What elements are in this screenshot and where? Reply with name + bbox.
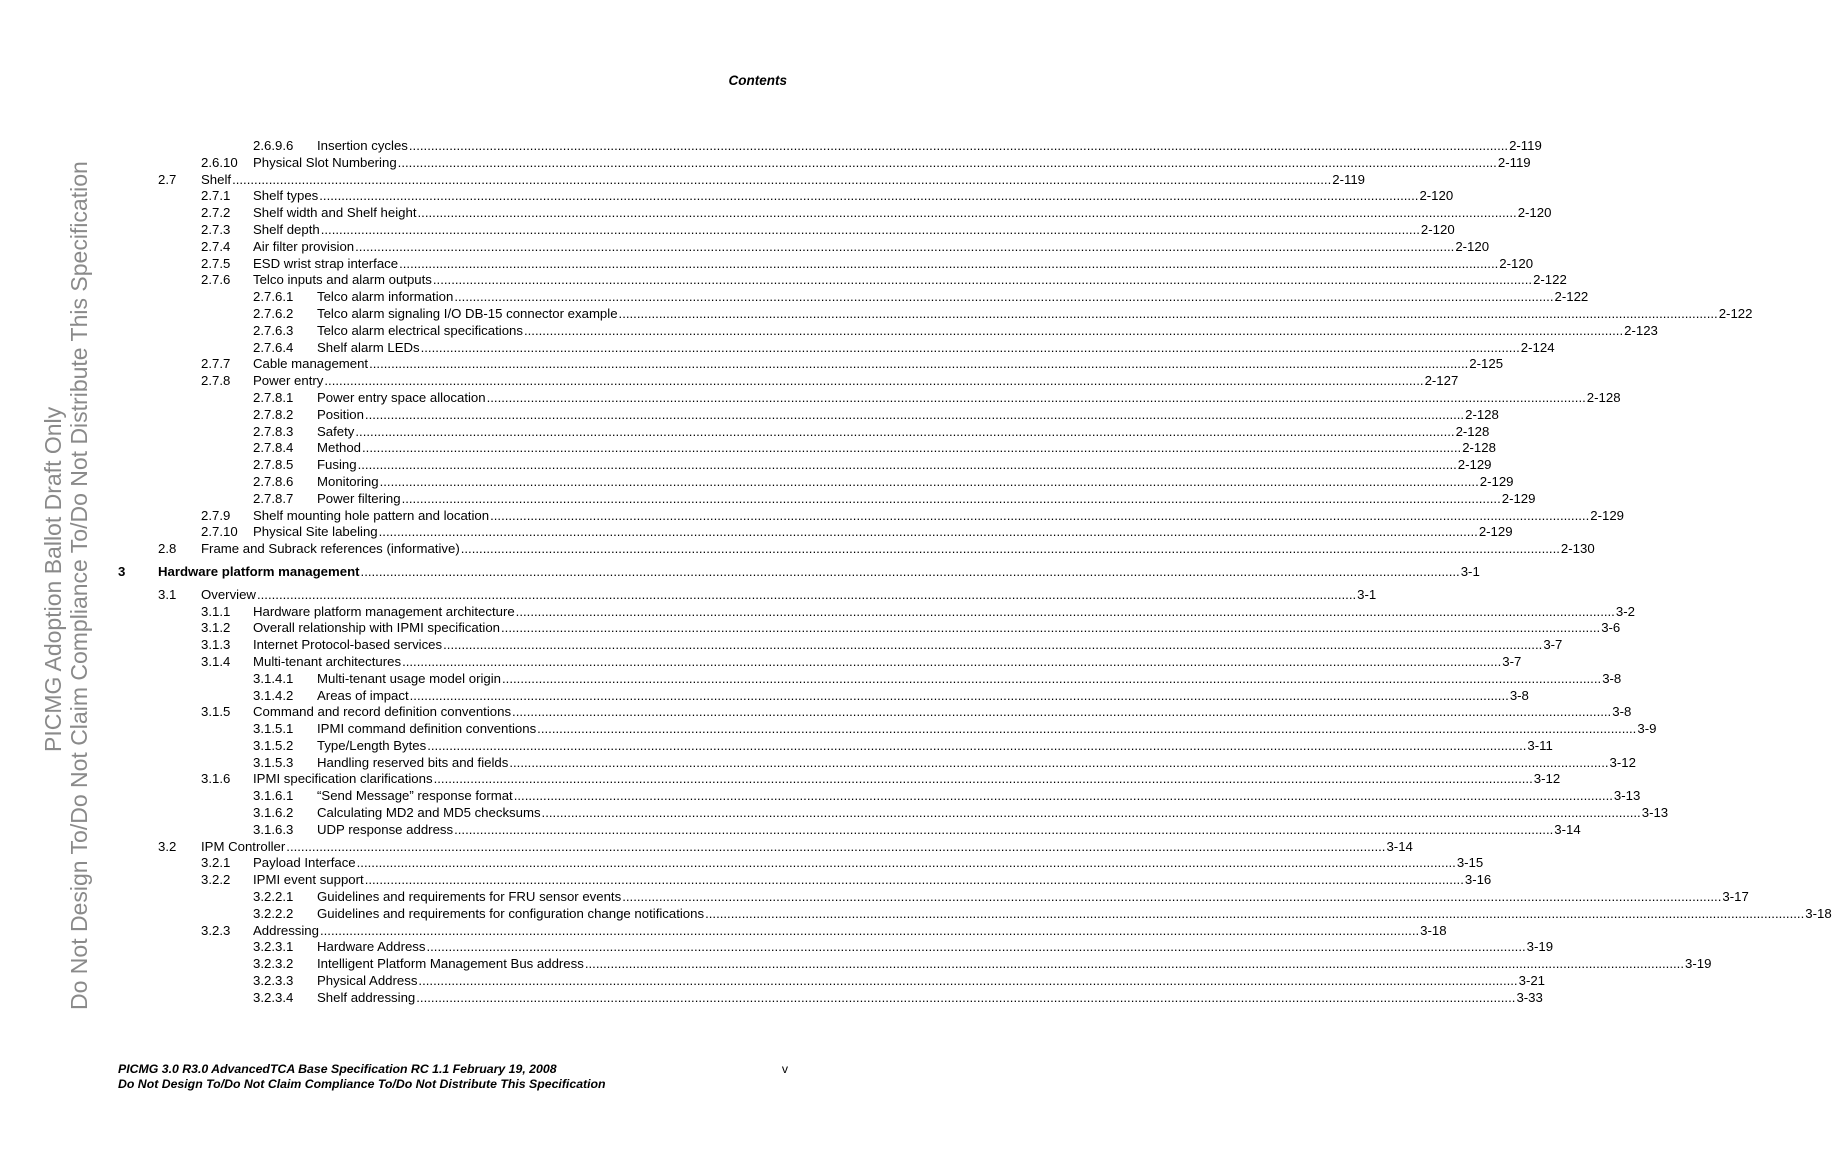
toc-leader-dots: ............................................................................................................................................................................................................................................................................................................ — [486, 389, 1586, 405]
toc-leader-dots: ............................................................................................................................................................................................................................................................................................................ — [427, 737, 1527, 753]
toc-page-number: 2-127 — [1424, 373, 1459, 389]
toc-title[interactable]: Physical Site labeling — [253, 524, 378, 540]
toc-leader-dots: ............................................................................................................................................................................................................................................................................................................ — [523, 322, 1624, 338]
toc-leader-dots: ............................................................................................................................................................................................................................................................................................................ — [319, 188, 1419, 204]
toc-number: 2.7.8.1 — [253, 389, 294, 405]
toc-row[interactable] — [0, 956, 1712, 973]
toc-title[interactable]: Areas of impact — [317, 687, 409, 703]
toc-title[interactable]: Telco inputs and alarm outputs — [253, 272, 432, 288]
toc-title[interactable]: Shelf depth — [253, 221, 320, 237]
toc-page-number: 2-119 — [1332, 171, 1365, 187]
toc-number: 3.1.1 — [201, 603, 231, 619]
toc-title[interactable]: Power entry — [253, 373, 324, 389]
toc-page-number: 2-128 — [1455, 423, 1490, 439]
toc-row[interactable] — [0, 939, 1554, 956]
toc-title[interactable]: Type/Length Bytes — [317, 737, 427, 753]
toc-number: 3.2.2 — [201, 872, 231, 888]
toc-title[interactable]: Multi-tenant architectures — [253, 653, 402, 669]
toc-page-number: 2-122 — [1533, 272, 1567, 288]
toc-number: 2.7.6 — [201, 272, 231, 288]
toc-number: 2.7.5 — [201, 255, 231, 271]
toc-title[interactable]: Shelf types — [253, 188, 319, 204]
toc-leader-dots: ............................................................................................................................................................................................................................................................................................................ — [402, 653, 1502, 669]
toc-title[interactable]: Telco alarm electrical specifications — [317, 322, 523, 338]
toc-number: 3.1.4 — [201, 653, 231, 669]
toc-page-number: 3-18 — [1805, 905, 1832, 921]
toc-page-number: 3-12 — [1609, 754, 1636, 770]
toc-leader-dots: ............................................................................................................................................................................................................................................................................................................ — [378, 524, 1478, 540]
toc-row[interactable] — [0, 989, 1543, 1007]
toc-leader-dots: ............................................................................................................................................................................................................................................................................................................ — [622, 889, 1722, 905]
toc-number: 3.1.2 — [201, 620, 231, 636]
toc-number: 2.7.6.3 — [253, 322, 294, 338]
toc-page-number: 3-18 — [1420, 922, 1447, 938]
toc-number: 3.1 — [158, 586, 177, 602]
toc-row[interactable] — [0, 670, 1622, 688]
watermark-line-2: Do Not Design To/Do Not Claim Compliance To/Do Not Distribute This Specification — [66, 161, 92, 1010]
toc-title[interactable]: IPMI event support — [253, 872, 364, 888]
toc-title[interactable]: Intelligent Platform Management Bus address — [317, 956, 584, 972]
toc-leader-dots: ............................................................................................................................................................................................................................................................................................................ — [454, 289, 1554, 305]
toc-page-number: 3-33 — [1516, 989, 1543, 1005]
toc-page-number: 2-125 — [1469, 356, 1504, 372]
toc-leader-dots: ............................................................................................................................................................................................................................................................................................................ — [399, 255, 1499, 271]
toc-row[interactable] — [0, 356, 1504, 373]
toc-row[interactable] — [0, 653, 1522, 671]
toc-number: 2.7.1 — [201, 188, 231, 204]
watermark-line-1: PICMG Adoption Ballot Draft Only — [40, 406, 66, 752]
toc-page-number: 2-128 — [1465, 406, 1499, 422]
toc-leader-dots: ............................................................................................................................................................................................................................................................................................................ — [501, 620, 1601, 636]
toc-page-number: 2-129 — [1479, 473, 1514, 489]
toc-leader-dots: ............................................................................................................................................................................................................................................................................................................ — [232, 171, 1332, 187]
toc-title[interactable]: Insertion cycles — [317, 138, 408, 153]
toc-row[interactable] — [0, 620, 1621, 637]
toc-page-number: 2-130 — [1560, 541, 1595, 557]
toc-title[interactable]: Telco alarm information — [317, 289, 454, 305]
toc-row[interactable] — [0, 322, 1658, 340]
toc-row[interactable] — [0, 440, 1496, 457]
toc-leader-dots: ............................................................................................................................................................................................................................................................................................................ — [362, 440, 1462, 456]
toc-leader-dots: ............................................................................................................................................................................................................................................................................................................ — [320, 221, 1420, 237]
toc-row[interactable] — [0, 473, 1514, 491]
toc-page-number: 2-128 — [1586, 389, 1621, 405]
toc-leader-dots: ............................................................................................................................................................................................................................................................................................................ — [537, 721, 1637, 737]
toc-row[interactable] — [0, 221, 1455, 239]
toc-row[interactable] — [0, 507, 1624, 525]
toc-title[interactable]: IPMI specification clarifications — [253, 771, 433, 787]
toc-title[interactable]: Power entry space allocation — [317, 389, 486, 405]
toc-row[interactable] — [0, 389, 1621, 407]
toc-leader-dots: ............................................................................................................................................................................................................................................................................................................ — [541, 805, 1641, 821]
toc-row[interactable] — [0, 737, 1553, 755]
toc-page-number: 2-119 — [1509, 138, 1542, 153]
toc-row[interactable] — [0, 771, 1561, 788]
toc-title[interactable]: ESD wrist strap interface — [253, 255, 399, 271]
toc-row[interactable] — [0, 704, 1632, 721]
toc-title[interactable]: Physical Slot Numbering — [253, 154, 397, 170]
toc-title[interactable]: Safety — [317, 423, 355, 439]
toc-number: 3.2.3.1 — [253, 939, 294, 955]
toc-title[interactable]: Telco alarm signaling I/O DB-15 connector example — [317, 305, 618, 321]
toc-title[interactable]: Method — [317, 440, 361, 456]
toc-leader-dots: ............................................................................................................................................................................................................................................................................................................ — [360, 563, 1460, 579]
toc-leader-dots: ............................................................................................................................................................................................................................................................................................................ — [379, 473, 1479, 489]
toc-number: 3.1.5 — [201, 704, 231, 720]
toc-row[interactable] — [0, 154, 1531, 172]
toc-number: 3.2.3.4 — [253, 989, 294, 1005]
toc-number: 3.2 — [158, 838, 177, 854]
toc-row[interactable] — [0, 872, 1492, 889]
toc-page-number: 3-19 — [1685, 956, 1712, 972]
toc-leader-dots: ............................................................................................................................................................................................................................................................................................................ — [409, 687, 1509, 703]
toc-page-number: 2-120 — [1420, 221, 1455, 237]
toc-page-number: 2-122 — [1554, 289, 1589, 305]
toc-title[interactable]: Shelf mounting hole pattern and location — [253, 507, 490, 523]
toc-row[interactable] — [0, 973, 1546, 990]
toc-title[interactable]: Air filter provision — [253, 238, 355, 254]
toc-title[interactable]: Multi-tenant usage model origin — [317, 670, 501, 686]
toc-page-number: 2-129 — [1478, 524, 1513, 540]
toc-title[interactable]: Shelf addressing — [317, 989, 416, 1005]
toc-leader-dots: ............................................................................................................................................................................................................................................................................................................ — [356, 855, 1456, 871]
toc-title[interactable]: Cable management — [253, 356, 369, 372]
toc-title[interactable]: Power filtering — [317, 490, 401, 506]
toc-row[interactable] — [0, 406, 1499, 424]
toc-number: 3.1.6.2 — [253, 805, 294, 821]
toc-page-number: 3-6 — [1601, 620, 1621, 636]
toc-row[interactable] — [0, 838, 1413, 856]
toc-page-number: 2-120 — [1455, 238, 1490, 254]
toc-page-number: 3-14 — [1386, 838, 1413, 854]
toc-row[interactable] — [0, 289, 1589, 306]
toc-leader-dots: ............................................................................................................................................................................................................................................................................................................ — [401, 490, 1501, 506]
toc-leader-dots: ............................................................................................................................................................................................................................................................................................................ — [417, 205, 1517, 221]
toc-row[interactable] — [0, 855, 1484, 872]
toc-leader-dots: ............................................................................................................................................................................................................................................................................................................ — [490, 507, 1590, 523]
toc-leader-dots: ............................................................................................................................................................................................................................................................................................................ — [357, 457, 1457, 473]
footer-line-2: Do Not Design To/Do Not Claim Compliance To/Do Not Distribute This Specification — [118, 1077, 606, 1091]
toc-row[interactable] — [0, 721, 1657, 738]
toc-row[interactable] — [0, 171, 1365, 189]
toc-number: 2.7.8.2 — [253, 406, 294, 422]
toc-page-number: 3-17 — [1722, 889, 1749, 905]
toc-leader-dots: ............................................................................................................................................................................................................................................................................................................ — [418, 973, 1518, 989]
toc-title[interactable]: Fusing — [317, 457, 357, 473]
toc-row[interactable] — [0, 889, 1749, 906]
toc-row[interactable] — [0, 754, 1636, 772]
toc-title[interactable]: Monitoring — [317, 473, 379, 489]
toc-row[interactable] — [0, 805, 1669, 822]
toc-number: 3.2.3.2 — [253, 956, 294, 972]
toc-title[interactable]: IPM Controller — [201, 838, 286, 854]
toc-page-number: 3-12 — [1533, 771, 1561, 787]
toc-row[interactable] — [0, 586, 1377, 604]
toc-number: 3.2.2.2 — [253, 905, 294, 921]
page-footer — [118, 1062, 788, 1092]
toc-row[interactable] — [0, 922, 1447, 940]
toc-number: 3.1.5.1 — [253, 721, 294, 737]
toc-leader-dots: ............................................................................................................................................................................................................................................................................................................ — [364, 872, 1464, 888]
toc-row[interactable] — [0, 637, 1563, 654]
toc-leader-dots: ............................................................................................................................................................................................................................................................................................................ — [432, 272, 1533, 288]
toc-title[interactable]: Shelf alarm LEDs — [317, 339, 420, 355]
toc-page-number: 3-15 — [1456, 855, 1484, 871]
toc-title[interactable]: Shelf — [201, 171, 232, 187]
toc-page-number: 3-11 — [1527, 737, 1553, 753]
toc-page-number: 3-2 — [1615, 603, 1635, 619]
toc-number: 2.6.10 — [201, 154, 238, 170]
toc-number: 3 — [118, 563, 126, 579]
toc-leader-dots: ............................................................................................................................................................................................................................................................................................................ — [584, 956, 1685, 972]
toc-leader-dots: ............................................................................................................................................................................................................................................................................................................ — [324, 373, 1424, 389]
toc-number: 2.6.9.6 — [253, 138, 294, 153]
toc-title[interactable]: Overview — [201, 586, 256, 602]
toc-number: 3.2.3.3 — [253, 973, 294, 989]
toc-number: 3.1.6 — [201, 771, 231, 787]
toc-number: 3.1.5.2 — [253, 737, 294, 753]
toc-title[interactable]: Hardware Address — [317, 939, 426, 955]
toc-row[interactable] — [0, 272, 1567, 289]
toc-number: 2.7.8 — [201, 373, 231, 389]
toc-number: 3.1.4.2 — [253, 687, 294, 703]
toc-title[interactable]: Hardware platform management — [158, 563, 360, 579]
toc-page-number: 2-129 — [1590, 507, 1624, 523]
toc-row[interactable] — [0, 188, 1454, 205]
toc-row[interactable] — [0, 603, 1635, 621]
toc-page-number: 2-124 — [1520, 339, 1555, 355]
toc-page-number: 2-123 — [1624, 322, 1658, 338]
toc-page-number: 3-7 — [1543, 637, 1563, 653]
toc-number: 3.1.6.1 — [253, 788, 294, 804]
toc-title[interactable]: Position — [317, 406, 364, 422]
toc-page-number: 3-1 — [1357, 586, 1377, 602]
toc-leader-dots: ............................................................................................................................................................................................................................................................................................................ — [618, 305, 1718, 321]
toc-number: 3.2.3 — [201, 922, 231, 938]
toc-leader-dots: ............................................................................................................................................................................................................................................................................................................ — [319, 922, 1420, 938]
toc-number: 2.7.3 — [201, 221, 231, 237]
toc-number: 2.7.6.2 — [253, 305, 294, 321]
toc-leader-dots: ............................................................................................................................................................................................................................................................................................................ — [364, 406, 1465, 422]
page-number: v — [781, 1062, 788, 1076]
toc-title[interactable]: Overall relationship with IPMI specification — [253, 620, 501, 636]
table-of-contents — [0, 138, 1832, 1007]
running-header: Contents — [728, 73, 787, 88]
toc-leader-dots: ............................................................................................................................................................................................................................................................................................................ — [512, 704, 1612, 720]
toc-row[interactable] — [0, 423, 1490, 441]
toc-page-number: 2-120 — [1499, 255, 1534, 271]
toc-row[interactable] — [0, 255, 1534, 273]
toc-leader-dots: ............................................................................................................................................................................................................................................................................................................ — [433, 771, 1533, 787]
toc-page-number: 2-119 — [1497, 154, 1531, 170]
toc-row[interactable] — [0, 305, 1753, 323]
toc-row[interactable] — [0, 373, 1459, 390]
toc-leader-dots: ............................................................................................................................................................................................................................................................................................................ — [454, 821, 1554, 837]
toc-title[interactable]: Addressing — [253, 922, 319, 938]
toc-title[interactable]: Shelf width and Shelf height — [253, 205, 417, 221]
toc-leader-dots: ............................................................................................................................................................................................................................................................................................................ — [509, 754, 1609, 770]
toc-number: 3.2.1 — [201, 855, 231, 871]
toc-number: 3.1.5.3 — [253, 754, 294, 770]
toc-title[interactable]: Handling reserved bits and fields — [317, 754, 509, 770]
toc-row[interactable] — [0, 788, 1641, 805]
toc-title[interactable]: UDP response address — [317, 821, 454, 837]
toc-number: 3.1.6.3 — [253, 821, 294, 837]
toc-page-number: 2-128 — [1462, 440, 1496, 456]
toc-title[interactable]: “Send Message” response format — [317, 788, 513, 804]
toc-leader-dots: ............................................................................................................................................................................................................................................................................................................ — [513, 788, 1613, 804]
toc-number: 2.7.7 — [201, 356, 231, 372]
toc-number: 2.7.10 — [201, 524, 238, 540]
toc-leader-dots: ............................................................................................................................................................................................................................................................................................................ — [416, 989, 1516, 1005]
toc-number: 2.7.8.5 — [253, 457, 294, 473]
toc-title[interactable]: IPMI command definition conventions — [317, 721, 537, 737]
toc-page-number: 2-129 — [1501, 490, 1536, 506]
toc-row[interactable] — [0, 524, 1513, 541]
toc-number: 2.8 — [158, 541, 177, 557]
toc-number: 2.7 — [158, 171, 177, 187]
toc-page-number: 2-122 — [1718, 305, 1753, 321]
toc-row[interactable] — [0, 687, 1529, 705]
toc-leader-dots: ............................................................................................................................................................................................................................................................................................................ — [515, 603, 1615, 619]
toc-title[interactable]: Command and record definition conventions — [253, 704, 512, 720]
toc-page-number: 2-129 — [1457, 457, 1492, 473]
toc-leader-dots: ............................................................................................................................................................................................................................................................................................................ — [502, 670, 1602, 686]
toc-leader-dots: ............................................................................................................................................................................................................................................................................................................ — [420, 339, 1520, 355]
toc-number: 3.1.4.1 — [253, 670, 294, 686]
toc-title[interactable]: Frame and Subrack references (informative) — [201, 541, 460, 557]
toc-page-number: 3-7 — [1502, 653, 1522, 669]
toc-row[interactable] — [0, 490, 1536, 508]
toc-leader-dots: ............................................................................................................................................................................................................................................................................................................ — [256, 586, 1357, 602]
toc-row[interactable] — [0, 205, 1552, 222]
toc-page-number: 3-19 — [1526, 939, 1554, 955]
toc-page-number: 2-120 — [1517, 205, 1552, 221]
toc-page-number: 3-8 — [1509, 687, 1529, 703]
toc-title[interactable]: Guidelines and requirements for configuration change notifications — [317, 905, 705, 921]
toc-number: 2.7.8.4 — [253, 440, 294, 456]
toc-page-number: 3-16 — [1464, 872, 1492, 888]
toc-title[interactable]: Calculating MD2 and MD5 checksums — [317, 805, 541, 821]
toc-leader-dots: ............................................................................................................................................................................................................................................................................................................ — [705, 905, 1805, 921]
toc-row[interactable] — [0, 138, 1542, 155]
toc-page-number: 3-14 — [1554, 821, 1581, 837]
toc-title[interactable]: Internet Protocol-based services — [253, 637, 443, 653]
toc-number: 2.7.9 — [201, 507, 231, 523]
toc-page-number: 3-8 — [1602, 670, 1622, 686]
toc-page-number: 3-21 — [1518, 973, 1546, 989]
toc-page-number: 3-13 — [1613, 788, 1641, 804]
toc-number: 2.7.8.7 — [253, 490, 294, 506]
toc-number: 2.7.6.1 — [253, 289, 294, 305]
toc-leader-dots: ............................................................................................................................................................................................................................................................................................................ — [397, 154, 1497, 170]
toc-number: 2.7.6.4 — [253, 339, 294, 355]
toc-row[interactable] — [0, 339, 1555, 357]
toc-number: 2.7.4 — [201, 238, 231, 254]
footer-line-1: PICMG 3.0 R3.0 AdvancedTCA Base Specification RC 1.1 February 19, 2008 — [118, 1062, 557, 1076]
toc-leader-dots: ............................................................................................................................................................................................................................................................................................................ — [426, 939, 1526, 955]
toc-title[interactable]: Payload Interface — [253, 855, 356, 871]
toc-number: 2.7.2 — [201, 205, 231, 221]
toc-row[interactable] — [0, 457, 1492, 474]
toc-page-number: 3-9 — [1637, 721, 1657, 737]
toc-row[interactable] — [0, 541, 1595, 558]
toc-leader-dots: ............................................................................................................................................................................................................................................................................................................ — [355, 238, 1455, 254]
toc-page-number: 3-1 — [1460, 563, 1480, 579]
toc-title[interactable]: Physical Address — [317, 973, 418, 989]
toc-leader-dots: ............................................................................................................................................................................................................................................................................................................ — [443, 637, 1543, 653]
toc-leader-dots: ............................................................................................................................................................................................................................................................................................................ — [460, 541, 1560, 557]
toc-row[interactable] — [0, 563, 1480, 581]
toc-row[interactable] — [0, 821, 1581, 839]
toc-number: 2.7.8.3 — [253, 423, 294, 439]
toc-page-number: 3-13 — [1641, 805, 1669, 821]
toc-title[interactable]: Guidelines and requirements for FRU sensor events — [317, 889, 622, 905]
toc-row[interactable] — [0, 905, 1832, 923]
toc-leader-dots: ............................................................................................................................................................................................................................................................................................................ — [355, 423, 1455, 439]
toc-leader-dots: ............................................................................................................................................................................................................................................................................................................ — [286, 838, 1386, 854]
toc-leader-dots: ............................................................................................................................................................................................................................................................................................................ — [408, 138, 1509, 153]
toc-page-number: 3-8 — [1612, 704, 1632, 720]
toc-number: 3.2.2.1 — [253, 889, 294, 905]
toc-row[interactable] — [0, 238, 1490, 256]
toc-leader-dots: ............................................................................................................................................................................................................................................................................................................ — [369, 356, 1469, 372]
toc-page-number: 2-120 — [1419, 188, 1454, 204]
toc-number: 2.7.8.6 — [253, 473, 294, 489]
toc-title[interactable]: Hardware platform management architecture — [253, 603, 515, 619]
toc-number: 3.1.3 — [201, 637, 231, 653]
